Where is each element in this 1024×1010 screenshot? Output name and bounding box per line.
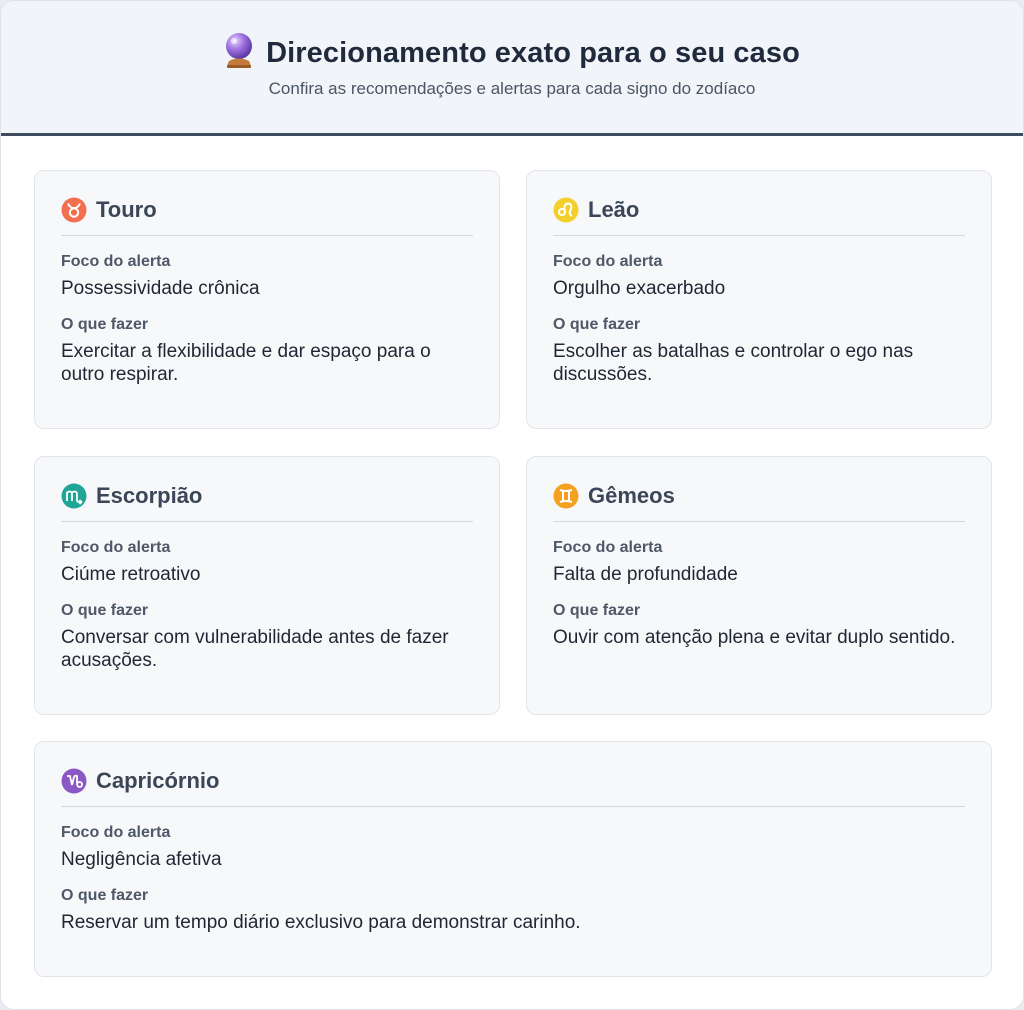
focus-value: Orgulho exacerbado xyxy=(553,278,726,299)
sign-card-escorpiao xyxy=(34,456,500,715)
page-title: Direcionamento exato para o seu caso xyxy=(266,37,800,69)
action-label: O que fazer xyxy=(61,316,149,333)
taurus-icon xyxy=(61,197,87,223)
card-header xyxy=(61,481,473,522)
focus-label: Foco do alerta xyxy=(61,253,171,270)
card-header xyxy=(553,481,965,522)
card-header xyxy=(553,195,965,236)
card-title: Touro xyxy=(96,197,157,222)
focus-label: Foco do alerta xyxy=(553,253,663,270)
focus-label: Foco do alerta xyxy=(61,539,171,556)
card-title: Gêmeos xyxy=(588,483,675,508)
focus-value: Possessividade crônica xyxy=(61,278,260,299)
card-header xyxy=(61,766,965,807)
sign-card-leao xyxy=(526,170,992,429)
focus-value: Negligência afetiva xyxy=(61,849,222,870)
card-header xyxy=(61,195,473,236)
focus-value: Ciúme retroativo xyxy=(61,564,201,585)
page-title-row xyxy=(1,31,1023,70)
action-value: Exercitar a flexibilidade e dar espaço para o outro respirar. xyxy=(61,341,431,385)
sign-card-capricornio xyxy=(34,741,992,977)
leo-icon xyxy=(553,197,579,223)
page-subtitle: Confira as recomendações e alertas para cada signo do zodíaco xyxy=(268,79,756,98)
card-title: Escorpião xyxy=(96,483,203,508)
capricorn-icon xyxy=(61,768,87,794)
action-value: Reservar um tempo diário exclusivo para demonstrar carinho. xyxy=(61,912,581,933)
card-title: Leão xyxy=(588,197,640,222)
focus-value: Falta de profundidade xyxy=(553,564,738,585)
page-header xyxy=(1,1,1023,136)
card-title: Capricórnio xyxy=(96,768,220,793)
sign-card-touro xyxy=(34,170,500,429)
action-label: O que fazer xyxy=(61,887,149,904)
action-label: O que fazer xyxy=(553,602,641,619)
crystal-ball-icon xyxy=(224,31,254,69)
action-label: O que fazer xyxy=(553,316,641,333)
action-label: O que fazer xyxy=(61,602,149,619)
scorpio-icon xyxy=(61,483,87,509)
sign-card-gemeos xyxy=(526,456,992,715)
action-value: Ouvir com atenção plena e evitar duplo sentido. xyxy=(553,627,956,648)
action-value: Escolher as batalhas e controlar o ego nas discussões. xyxy=(553,341,914,385)
focus-label: Foco do alerta xyxy=(553,539,663,556)
gemini-icon xyxy=(553,483,579,509)
focus-label: Foco do alerta xyxy=(61,824,171,841)
action-value: Conversar com vulnerabilidade antes de fazer acusações. xyxy=(61,627,449,671)
